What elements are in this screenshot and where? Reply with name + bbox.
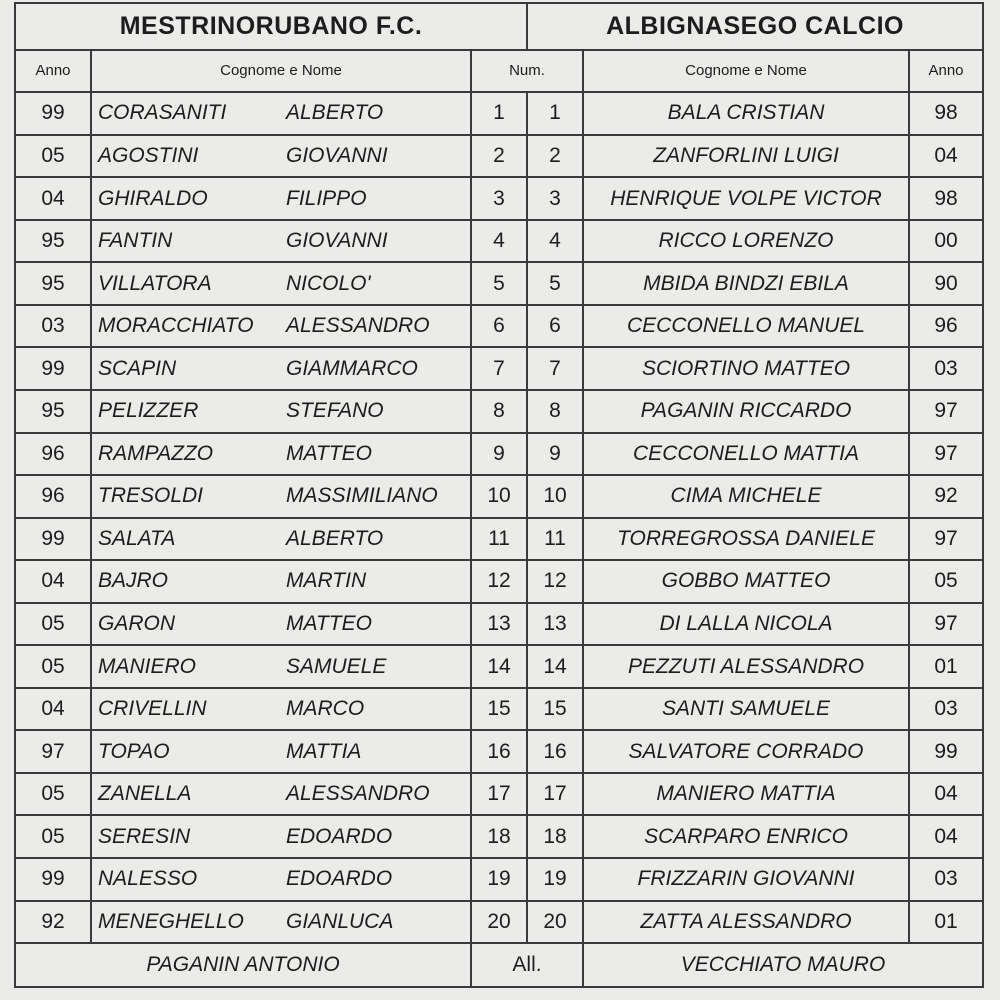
home-player-name [91,135,471,178]
home-year-header: Anno [15,50,91,93]
home-player-firstname: GIOVANNI [286,143,388,167]
home-player-number: 20 [471,901,527,944]
away-player-year: 90 [909,262,983,305]
player-row [15,305,983,348]
home-player-number: 4 [471,220,527,263]
home-player-name [91,220,471,263]
away-player-number: 19 [527,858,583,901]
home-player-firstname: GIAMMARCO [286,356,418,380]
away-player-number: 5 [527,262,583,305]
player-row [15,773,983,816]
home-coach: PAGANIN ANTONIO [15,943,471,987]
away-player-number: 2 [527,135,583,178]
home-player-number: 1 [471,92,527,135]
player-row [15,901,983,944]
home-player-name [91,603,471,646]
home-player-year: 95 [15,220,91,263]
home-player-firstname: EDOARDO [286,824,393,848]
away-player-name: PAGANIN RICCARDO [583,390,909,433]
home-player-firstname: SAMUELE [286,654,387,678]
player-row [15,220,983,263]
away-player-year: 97 [909,603,983,646]
away-player-year: 04 [909,815,983,858]
away-player-name: MANIERO MATTIA [583,773,909,816]
player-row [15,135,983,178]
home-player-surname: VILLATORA [98,271,212,295]
away-player-name: PEZZUTI ALESSANDRO [583,645,909,688]
away-player-name: SCIORTINO MATTEO [583,347,909,390]
home-player-surname: FANTIN [98,229,173,253]
home-player-firstname: EDOARDO [286,867,393,891]
home-player-number: 5 [471,262,527,305]
player-row [15,390,983,433]
home-player-surname: SERESIN [98,824,191,848]
away-player-name: GOBBO MATTEO [583,560,909,603]
home-player-year: 05 [15,135,91,178]
home-player-number: 3 [471,177,527,220]
away-player-year: 00 [909,220,983,263]
away-player-year: 97 [909,518,983,561]
away-name-header: Cognome e Nome [583,50,909,93]
home-player-number: 13 [471,603,527,646]
home-player-number: 18 [471,815,527,858]
home-player-year: 05 [15,773,91,816]
player-row [15,688,983,731]
home-player-firstname: MARTIN [286,569,367,593]
away-coach: VECCHIATO MAURO [583,943,983,987]
home-player-firstname: GIANLUCA [286,909,394,933]
away-player-name: DI LALLA NICOLA [583,603,909,646]
away-player-number: 17 [527,773,583,816]
home-player-firstname: STEFANO [286,399,384,423]
home-player-surname: MENEGHELLO [98,909,244,933]
away-player-number: 1 [527,92,583,135]
home-player-firstname: MATTIA [286,739,362,763]
home-player-year: 92 [15,901,91,944]
home-player-year: 99 [15,92,91,135]
home-player-surname: PELIZZER [98,399,199,423]
player-row [15,815,983,858]
away-player-year: 01 [909,645,983,688]
home-player-name [91,305,471,348]
player-row [15,262,983,305]
home-player-surname: GHIRALDO [98,186,208,210]
player-row [15,177,983,220]
home-player-number: 2 [471,135,527,178]
home-player-number: 12 [471,560,527,603]
home-player-year: 04 [15,177,91,220]
home-player-year: 04 [15,560,91,603]
away-player-year: 05 [909,560,983,603]
away-player-number: 10 [527,475,583,518]
home-player-number: 7 [471,347,527,390]
home-player-name [91,262,471,305]
away-player-number: 7 [527,347,583,390]
home-player-surname: BAJRO [98,569,169,593]
home-player-name [91,433,471,476]
away-player-name: ZANFORLINI LUIGI [583,135,909,178]
away-player-year: 98 [909,92,983,135]
away-player-number: 11 [527,518,583,561]
away-player-year: 03 [909,347,983,390]
home-player-year: 96 [15,475,91,518]
lineup-table [14,2,984,988]
away-player-number: 20 [527,901,583,944]
home-team-name: MESTRINORUBANO F.C. [15,3,527,50]
away-player-number: 18 [527,815,583,858]
away-player-number: 8 [527,390,583,433]
home-player-surname: MANIERO [98,654,197,678]
away-player-number: 9 [527,433,583,476]
away-player-number: 4 [527,220,583,263]
home-player-name [91,475,471,518]
away-player-year: 97 [909,433,983,476]
home-player-surname: GARON [98,611,176,635]
home-player-year: 99 [15,347,91,390]
away-player-year: 03 [909,688,983,731]
player-row [15,560,983,603]
away-player-name: HENRIQUE VOLPE VICTOR [583,177,909,220]
home-player-surname: MORACCHIATO [98,314,254,338]
away-player-name: SCARPARO ENRICO [583,815,909,858]
coach-label: All. [471,943,583,987]
away-player-year: 97 [909,390,983,433]
home-player-surname: NALESSO [98,867,198,891]
home-player-surname: SCAPIN [98,356,177,380]
player-row [15,518,983,561]
home-player-number: 19 [471,858,527,901]
home-player-firstname: NICOLO' [286,271,371,295]
home-player-number: 9 [471,433,527,476]
away-player-number: 12 [527,560,583,603]
away-player-name: RICCO LORENZO [583,220,909,263]
home-player-name [91,645,471,688]
home-player-year: 05 [15,603,91,646]
home-player-name [91,858,471,901]
player-row [15,433,983,476]
away-player-year: 92 [909,475,983,518]
home-player-year: 05 [15,815,91,858]
home-player-name [91,518,471,561]
away-player-name: SALVATORE CORRADO [583,730,909,773]
home-player-firstname: MASSIMILIANO [286,484,438,508]
home-player-name [91,177,471,220]
player-row [15,475,983,518]
home-player-surname: ZANELLA [98,782,192,806]
away-player-number: 16 [527,730,583,773]
home-player-number: 17 [471,773,527,816]
home-player-number: 10 [471,475,527,518]
home-player-firstname: ALESSANDRO [286,782,430,806]
away-team-name: ALBIGNASEGO CALCIO [527,3,983,50]
home-player-surname: SALATA [98,526,176,550]
home-player-number: 8 [471,390,527,433]
home-player-firstname: MARCO [286,697,365,721]
away-player-number: 6 [527,305,583,348]
home-player-year: 99 [15,518,91,561]
away-player-name: CIMA MICHELE [583,475,909,518]
home-player-year: 04 [15,688,91,731]
home-player-name [91,92,471,135]
away-player-number: 14 [527,645,583,688]
home-player-name [91,347,471,390]
home-player-surname: RAMPAZZO [98,441,214,465]
home-player-number: 16 [471,730,527,773]
home-player-year: 95 [15,390,91,433]
player-row [15,347,983,390]
home-player-firstname: FILIPPO [286,186,367,210]
home-player-surname: TRESOLDI [98,484,204,508]
away-player-year: 04 [909,773,983,816]
home-player-firstname: MATTEO [286,441,372,465]
home-name-header: Cognome e Nome [91,50,471,93]
player-row [15,858,983,901]
away-player-year: 99 [909,730,983,773]
home-player-name [91,560,471,603]
away-player-name: CECCONELLO MATTIA [583,433,909,476]
away-player-year: 96 [909,305,983,348]
home-player-name [91,730,471,773]
home-player-year: 03 [15,305,91,348]
away-player-name: SANTI SAMUELE [583,688,909,731]
player-row [15,645,983,688]
home-player-firstname: GIOVANNI [286,229,388,253]
player-row [15,92,983,135]
home-player-surname: TOPAO [98,739,170,763]
away-player-number: 13 [527,603,583,646]
home-player-number: 14 [471,645,527,688]
home-player-year: 97 [15,730,91,773]
away-player-name: FRIZZARIN GIOVANNI [583,858,909,901]
away-player-number: 3 [527,177,583,220]
home-player-year: 99 [15,858,91,901]
home-player-name [91,773,471,816]
away-player-year: 04 [909,135,983,178]
away-player-name: MBIDA BINDZI EBILA [583,262,909,305]
home-player-number: 6 [471,305,527,348]
home-player-number: 15 [471,688,527,731]
home-player-name [91,688,471,731]
player-row [15,730,983,773]
home-player-firstname: ALBERTO [286,101,384,125]
home-player-year: 95 [15,262,91,305]
away-player-year: 98 [909,177,983,220]
away-player-number: 15 [527,688,583,731]
home-player-name [91,901,471,944]
home-player-name [91,815,471,858]
number-header: Num. [471,50,583,93]
away-player-year: 01 [909,901,983,944]
away-player-name: TORREGROSSA DANIELE [583,518,909,561]
home-player-firstname: ALBERTO [286,526,384,550]
home-player-year: 96 [15,433,91,476]
home-player-number: 11 [471,518,527,561]
home-player-year: 05 [15,645,91,688]
away-player-name: BALA CRISTIAN [583,92,909,135]
home-player-firstname: MATTEO [286,611,372,635]
away-year-header: Anno [909,50,983,93]
home-player-firstname: ALESSANDRO [286,314,430,338]
home-player-surname: AGOSTINI [98,143,199,167]
away-player-year: 03 [909,858,983,901]
away-player-name: CECCONELLO MANUEL [583,305,909,348]
home-player-surname: CORASANITI [98,101,227,125]
home-player-surname: CRIVELLIN [98,697,207,721]
home-player-name [91,390,471,433]
away-player-name: ZATTA ALESSANDRO [583,901,909,944]
player-row [15,603,983,646]
